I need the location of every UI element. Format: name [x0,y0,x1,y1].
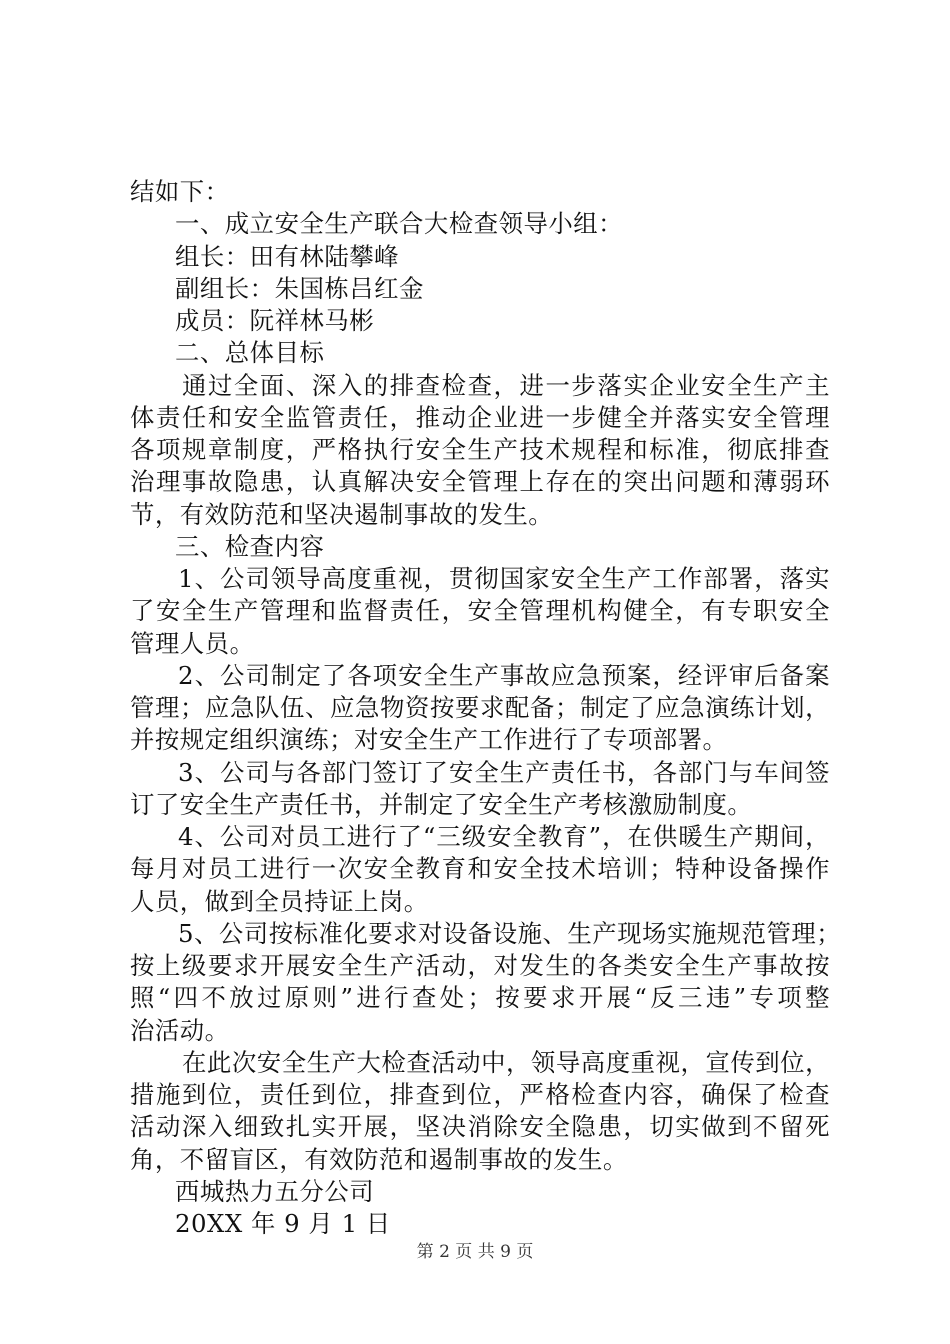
section-heading: 一、成立安全生产联合大检查领导小组： [175,209,624,239]
paragraph-line: 活动深入细致扎实开展，坚决消除安全隐患，切实做到不留死 [130,1112,830,1142]
document-body [130,176,842,1240]
section-heading: 二、总体目标 [175,338,325,368]
paragraph-line: 管理人员。 [130,628,255,658]
paragraph-line: 治活动。 [130,1015,230,1045]
paragraph-line: 5、公司按标准化要求对设备设施、生产现场实施规范管理； [178,918,842,948]
paragraph-line: 各项规章制度，严格执行安全生产技术规程和标准，彻底排查 [130,435,830,464]
text-line: 副组长：朱国栋吕红金 [175,273,424,303]
paragraph-line: 体责任和安全监管责任，推动企业进一步健全并落实安全管理 [130,402,830,432]
paragraph-line: 措施到位，责任到位，排查到位，严格检查内容，确保了检查 [130,1080,830,1109]
signature-company: 西城热力五分公司 [175,1176,375,1206]
paragraph-line: 照“四不放过原则”进行查处；按要求开展“反三违”专项整 [130,983,830,1013]
paragraph-line: 每月对员工进行一次安全教育和安全技术培训；特种设备操作 [130,854,830,884]
paragraph-line: 治理事故隐患，认真解决安全管理上存在的突出问题和薄弱环 [130,467,830,497]
paragraph-line: 管理；应急队伍、应急物资按要求配备；制定了应急演练计划， [130,693,830,722]
text-line: 成员：阮祥林马彬 [175,306,375,335]
paragraph-line: 按上级要求开展安全生产活动，对发生的各类安全生产事故按 [130,951,830,980]
paragraph-line: 2、公司制定了各项安全生产事故应急预案，经评审后备案 [178,660,830,690]
text-line: 结如下： [130,177,230,206]
paragraph-line: 人员，做到全员持证上岗。 [130,886,429,916]
paragraph-line: 节，有效防范和坚决遏制事故的发生。 [130,499,554,529]
paragraph-line: 通过全面、深入的排查检查，进一步落实企业安全生产主 [182,370,830,400]
paragraph-line: 角，不留盲区，有效防范和遏制事故的发生。 [130,1144,628,1174]
paragraph-line: 并按规定组织演练；对安全生产工作进行了专项部署。 [130,725,728,755]
paragraph-line: 在此次安全生产大检查活动中，领导高度重视，宣传到位， [182,1047,830,1077]
text-line: 组长：田有林陆攀峰 [175,241,400,271]
paragraph-line: 3、公司与各部门签订了安全生产责任书，各部门与车间签 [178,757,830,787]
page-number: 第 2 页 共 9 页 [416,1242,534,1262]
paragraph-line: 4、公司对员工进行了“三级安全教育”，在供暖生产期间， [178,822,830,851]
paragraph-line: 1、公司领导高度重视，贯彻国家安全生产工作部署，落实 [178,564,830,593]
paragraph-line: 了安全生产管理和监督责任，安全管理机构健全，有专职安全 [130,596,830,626]
paragraph-line: 订了安全生产责任书，并制定了安全生产考核激励制度。 [130,789,753,819]
section-heading: 三、检查内容 [175,531,325,561]
signature-date: 20XX 年 9 月 1 日 [175,1209,391,1238]
